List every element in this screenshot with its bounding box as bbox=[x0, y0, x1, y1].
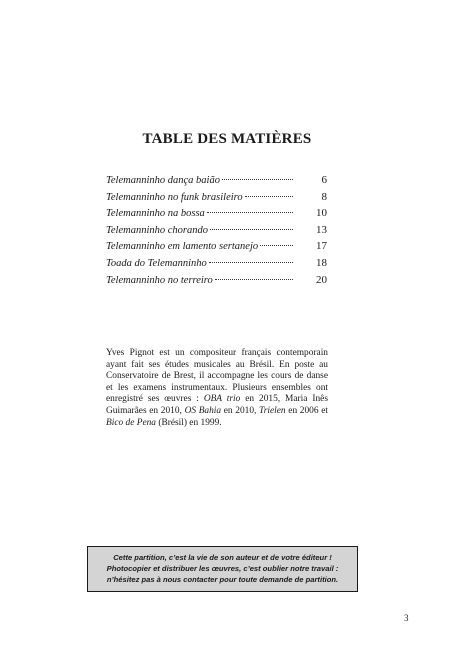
toc-entry-page: 17 bbox=[316, 240, 327, 253]
toc-entry-title: Telemanninho no terreiro bbox=[106, 274, 213, 286]
toc-list bbox=[106, 174, 327, 290]
toc-entry[interactable] bbox=[106, 274, 327, 291]
toc-entry[interactable] bbox=[106, 191, 327, 208]
toc-leader-dots bbox=[245, 196, 293, 197]
toc-leader-dots bbox=[260, 245, 293, 246]
toc-title: TABLE DES MATIÈRES bbox=[142, 131, 312, 147]
notice-line: Photocopier et distribuer les œuvres, c’est oublier notre travail : bbox=[106, 564, 339, 573]
toc-entry[interactable] bbox=[106, 207, 327, 224]
toc-leader-dots bbox=[207, 212, 293, 213]
toc-entry-page: 18 bbox=[316, 256, 327, 269]
toc-entry-title: Toada do Telemanninho bbox=[106, 257, 207, 269]
copyright-notice-box bbox=[87, 546, 358, 592]
toc-entry-page: 13 bbox=[316, 223, 327, 236]
toc-entry-title: Telemanninho dança baião bbox=[106, 175, 220, 186]
toc-entry-page: 20 bbox=[316, 273, 327, 286]
bio-text: en 2006 et bbox=[285, 405, 328, 416]
toc-entry[interactable] bbox=[106, 240, 327, 257]
bio-work-title: Bico de Pena bbox=[106, 417, 156, 428]
bio-text: Yves Pignot est un compositeur français contemporain ayant fait ses études musicales au Brésil. En poste au Conservatoire de Brest, il accompagne les cours de danse et les examens instrumentaux. Plusieurs ensembles ont enregistré ses œuvres : bbox=[106, 348, 328, 405]
toc-entry[interactable] bbox=[106, 224, 327, 241]
toc-entry[interactable] bbox=[106, 257, 327, 274]
bio-text: en 2010, bbox=[221, 405, 260, 416]
toc-entry-title: Telemanninho no funk brasileiro bbox=[106, 191, 243, 203]
notice-line: Cette partition, c’est la vie de son auteur et de votre éditeur ! bbox=[113, 553, 332, 562]
toc-entry[interactable] bbox=[106, 174, 327, 191]
bio-text: en 2015, Maria Inês Guimarães en 2010, bbox=[106, 394, 328, 416]
bio-text: (Brésil) en 1999. bbox=[155, 417, 222, 428]
page-number: 3 bbox=[404, 613, 409, 623]
toc-entry-page: 8 bbox=[321, 190, 327, 203]
toc-entry-page: 6 bbox=[321, 174, 327, 186]
toc-leader-dots bbox=[215, 279, 293, 280]
toc-leader-dots bbox=[222, 179, 293, 180]
bio-work-title: OS Bahia bbox=[184, 405, 222, 416]
bio-work-title: OBA trio bbox=[203, 394, 241, 405]
notice-line: n’hésitez pas à nous contacter pour toute demande de partition. bbox=[106, 575, 339, 584]
bio-work-title: Trielen bbox=[259, 405, 286, 416]
composer-biography bbox=[106, 348, 328, 429]
toc-entry-title: Telemanninho chorando bbox=[106, 224, 208, 236]
toc-leader-dots bbox=[210, 229, 293, 230]
toc-entry-page: 10 bbox=[316, 207, 327, 220]
toc-entry-title: Telemanninho na bossa bbox=[106, 208, 205, 220]
toc-leader-dots bbox=[209, 262, 293, 263]
toc-entry-title: Telemanninho em lamento sertanejo bbox=[106, 241, 259, 253]
